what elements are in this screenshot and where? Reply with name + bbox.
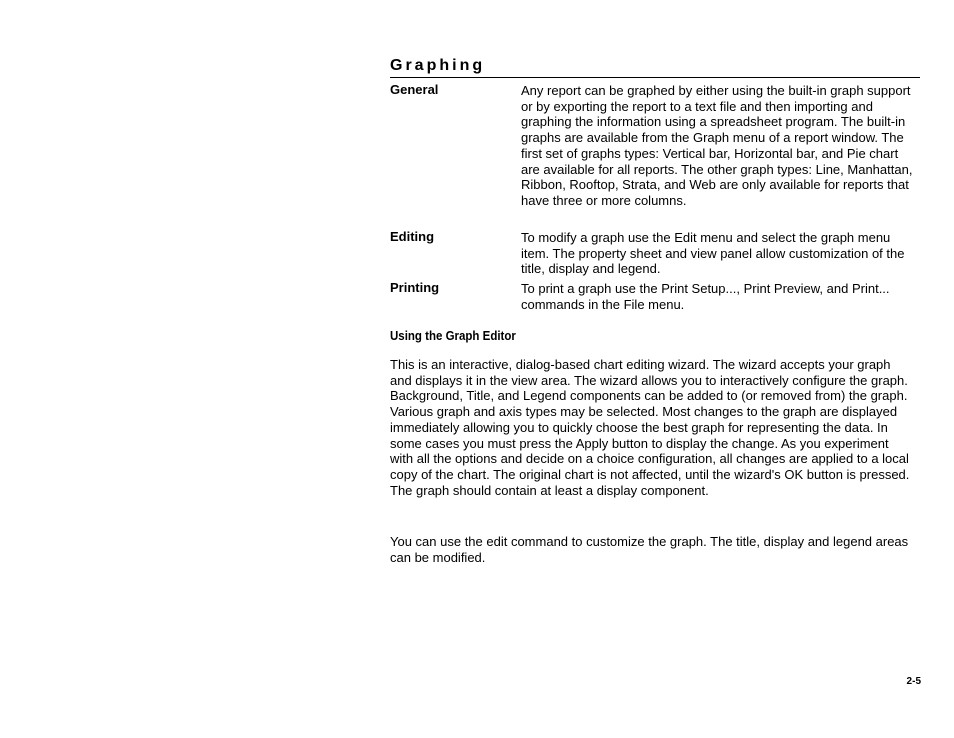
editor-paragraph-2: You can use the edit command to customize the graph. The title, display and legend areas can be modified. — [390, 534, 909, 565]
definition-text-printing: To print a graph use the Print Setup..., Print Preview, and Print... commands in the File menu. — [521, 281, 890, 312]
definition-text-general: Any report can be graphed by either using the built-in graph support or by exporting the report to a text file and then importing and graphing the information using a spreadsheet program. The built-in graphs are available from the Graph menu of a report window. The first set of graphs types: Vertical bar, Horizontal bar, and Pie chart are available for all reports. The other graph types: Line, Manhattan, Ribbon, Rooftop, Strata, and Web are only available for reports that have three or more columns. — [521, 83, 913, 208]
section-title: Graphing — [390, 56, 920, 78]
page-number: 2-5 — [906, 676, 921, 687]
editor-paragraph-1: This is an interactive, dialog-based chart editing wizard. The wizard accepts your graph and displays it in the view area. The wizard allows you to interactively configure the graph. Background, Title, and Legend components can be added to (or removed from) the graph. Various graph and axis types may be selected. Most changes to the graph are displayed immediately allowing you to quickly choose the best graph for representing the data. In some cases you must press the Apply button to display the change. As you experiment with all the options and decide on a choice configuration, all changes are applied to a local copy of the chart. The original chart is not affected, until the wizard's OK button is pressed. The graph should contain at least a display component. — [390, 357, 910, 498]
definition-text-editing: To modify a graph use the Edit menu and select the graph menu item. The property sheet and view panel allow customization of the title, display and legend. — [521, 230, 905, 277]
subsection-heading: Using the Graph Editor — [390, 329, 516, 343]
definition-term-printing: Printing — [390, 280, 440, 295]
definition-term-editing: Editing — [390, 229, 435, 244]
definition-term-general: General — [390, 82, 439, 97]
